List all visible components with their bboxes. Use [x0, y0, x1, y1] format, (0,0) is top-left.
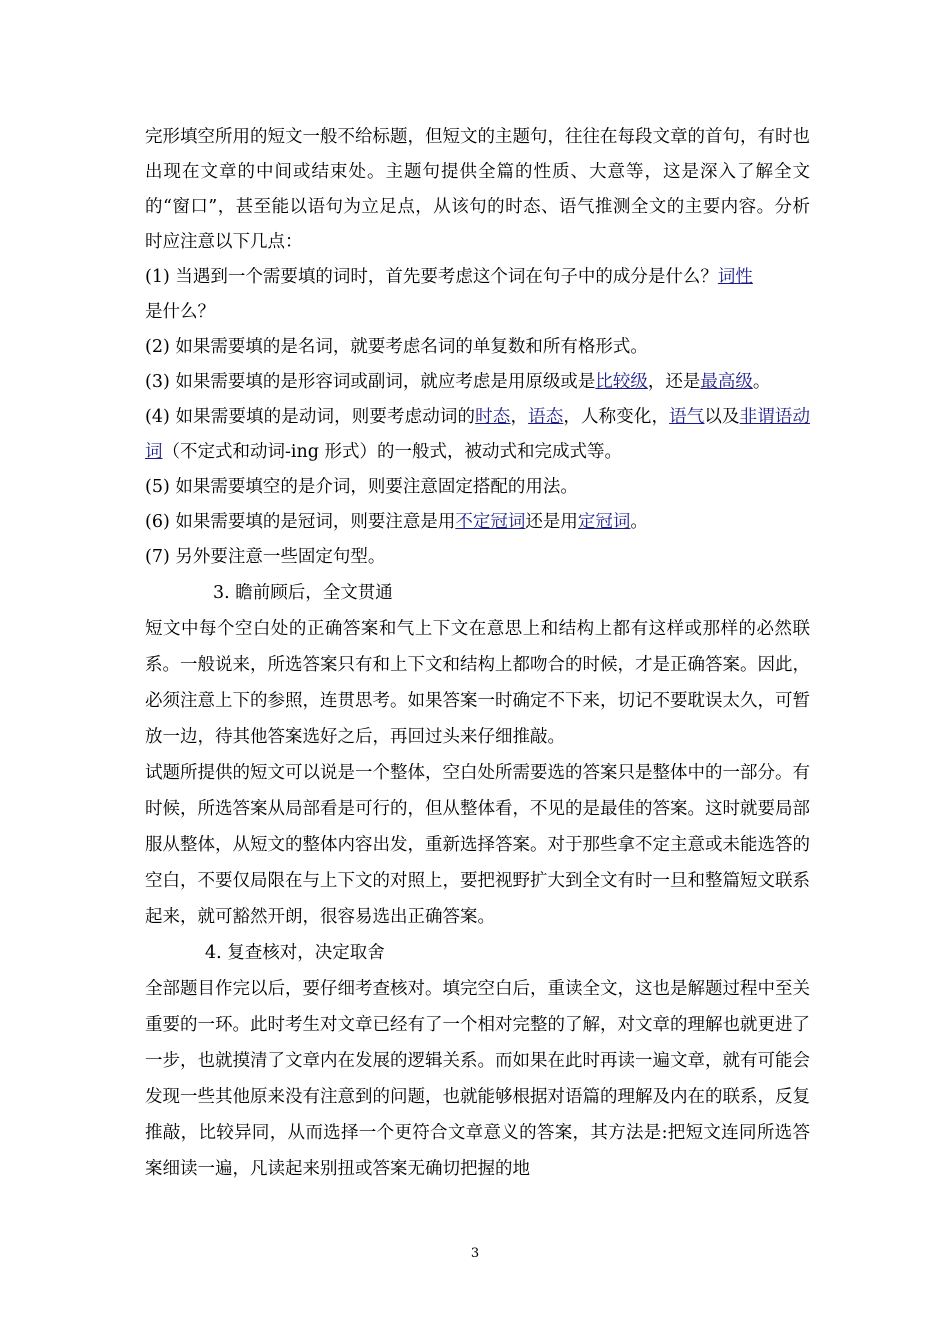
intro-paragraph: 完形填空所用的短文一般不给标题，但短文的主题句，往往在每段文章的首句，有时也出现在文章的中间或结束处。主题句提供全篇的性质、大意等，这是深入了解全文的“窗口”，甚至能以语句为立足点，从该句的时态、语气推测全文的主要内容。分析时应注意以下几点：	[145, 127, 810, 252]
point-2-text: (2) 如果需要填的是名词，就要考虑名词的单复数和所有格形式。	[145, 337, 648, 357]
point-4-text-e: （不定式和动词-ing 形式）的一般式，被动式和完成式等。	[162, 442, 623, 462]
link-definite-article[interactable]: 定冠词	[577, 512, 631, 532]
point-3-text-b: ，还是	[647, 372, 701, 392]
link-tense[interactable]: 时态	[475, 407, 511, 427]
link-comparative[interactable]: 比较级	[595, 372, 648, 392]
point-4	[145, 400, 810, 470]
point-4-text-b: ，	[510, 407, 529, 427]
point-4-text-c: ，人称变化，	[563, 407, 670, 427]
link-voice[interactable]: 语态	[528, 407, 564, 427]
section-4-paragraph-1: 全部题目作完以后，要仔细考查核对。填完空白后，重读全文，这也是解题过程中至关重要的一环。此时考生对文章已经有了一个相对完整的了解，对文章的理解也就更进了一步，也就摸清了文章内在发展的逻辑关系。而如果在此时再读一遍文章，就有可能会发现一些其他原来没有注意到的问题，也就能够根据对语篇的理解及内在的联系，反复推敲，比较异同，从而选择一个更符合文章意义的答案，其方法是:把短文连同所选答案细读一遍，凡读起来别扭或答案无确切把握的地	[145, 979, 810, 1179]
point-5	[145, 470, 810, 505]
link-part-of-speech[interactable]: 词性	[717, 267, 753, 287]
point-6-text-c: 。	[630, 512, 648, 532]
document-body	[145, 120, 810, 1187]
point-3-text-a: (3) 如果需要填的是形容词或副词，就应考虑是用原级或是	[145, 372, 596, 392]
page-number: 3	[470, 1246, 480, 1261]
section-3-paragraph-2: 试题所提供的短文可以说是一个整体，空白处所需要选的答案只是整体中的一部分。有时候，所选答案从局部看是可行的，但从整体看，不见的是最佳的答案。这时就要局部服从整体，从短文的整体内容出发，重新选择答案。对于那些拿不定主意或未能选答的空白，不要仅局限在与上下文的对照上，要把视野扩大到全文有时一旦和整篇短文联系起来，就可豁然开朗，很容易选出正确答案。	[145, 763, 810, 927]
point-1-text-b: 是什么？	[145, 302, 215, 322]
link-indefinite-article[interactable]: 不定冠词	[455, 512, 526, 532]
point-6	[145, 505, 810, 540]
point-5-text: (5) 如果需要填空的是介词，则要注意固定搭配的用法。	[145, 477, 578, 497]
point-3	[145, 365, 810, 400]
point-3-text-c: 。	[752, 372, 771, 392]
point-4-text-a: (4) 如果需要填的是动词，则要考虑动词的	[145, 407, 476, 427]
point-6-text-a: (6) 如果需要填的是冠词，则要注意是用	[145, 512, 456, 532]
link-superlative[interactable]: 最高级	[700, 372, 753, 392]
link-mood[interactable]: 语气	[669, 407, 705, 427]
section-4-heading: 4. 复查核对，决定取舍	[205, 943, 385, 963]
point-1-text-a: (1) 当遇到一个需要填的词时，首先要考虑这个词在句子中的成分是什么？	[145, 267, 718, 287]
section-3-paragraph-1: 短文中每个空白处的正确答案和气上下文在意思上和结构上都有这样或那样的必然联系。一般说来，所选答案只有和上下文和结构上都吻合的时候，才是正确答案。因此，必须注意上下的参照，连贯思考。如果答案一时确定不下来，切记不要耽误太久，可暂放一边，待其他答案选好之后，再回过头来仔细推敲。	[145, 619, 810, 747]
point-1	[145, 260, 810, 330]
point-6-text-b: 还是用	[525, 512, 578, 532]
link-non-finite-verb[interactable]: 非谓语动词	[145, 407, 811, 462]
point-7-text: (7) 另外要注意一些固定句型。	[145, 547, 386, 567]
point-4-text-d: 以及	[704, 407, 740, 427]
point-7	[145, 540, 810, 575]
section-3-heading: 3. 瞻前顾后，全文贯通	[213, 583, 393, 603]
point-2	[145, 330, 810, 365]
